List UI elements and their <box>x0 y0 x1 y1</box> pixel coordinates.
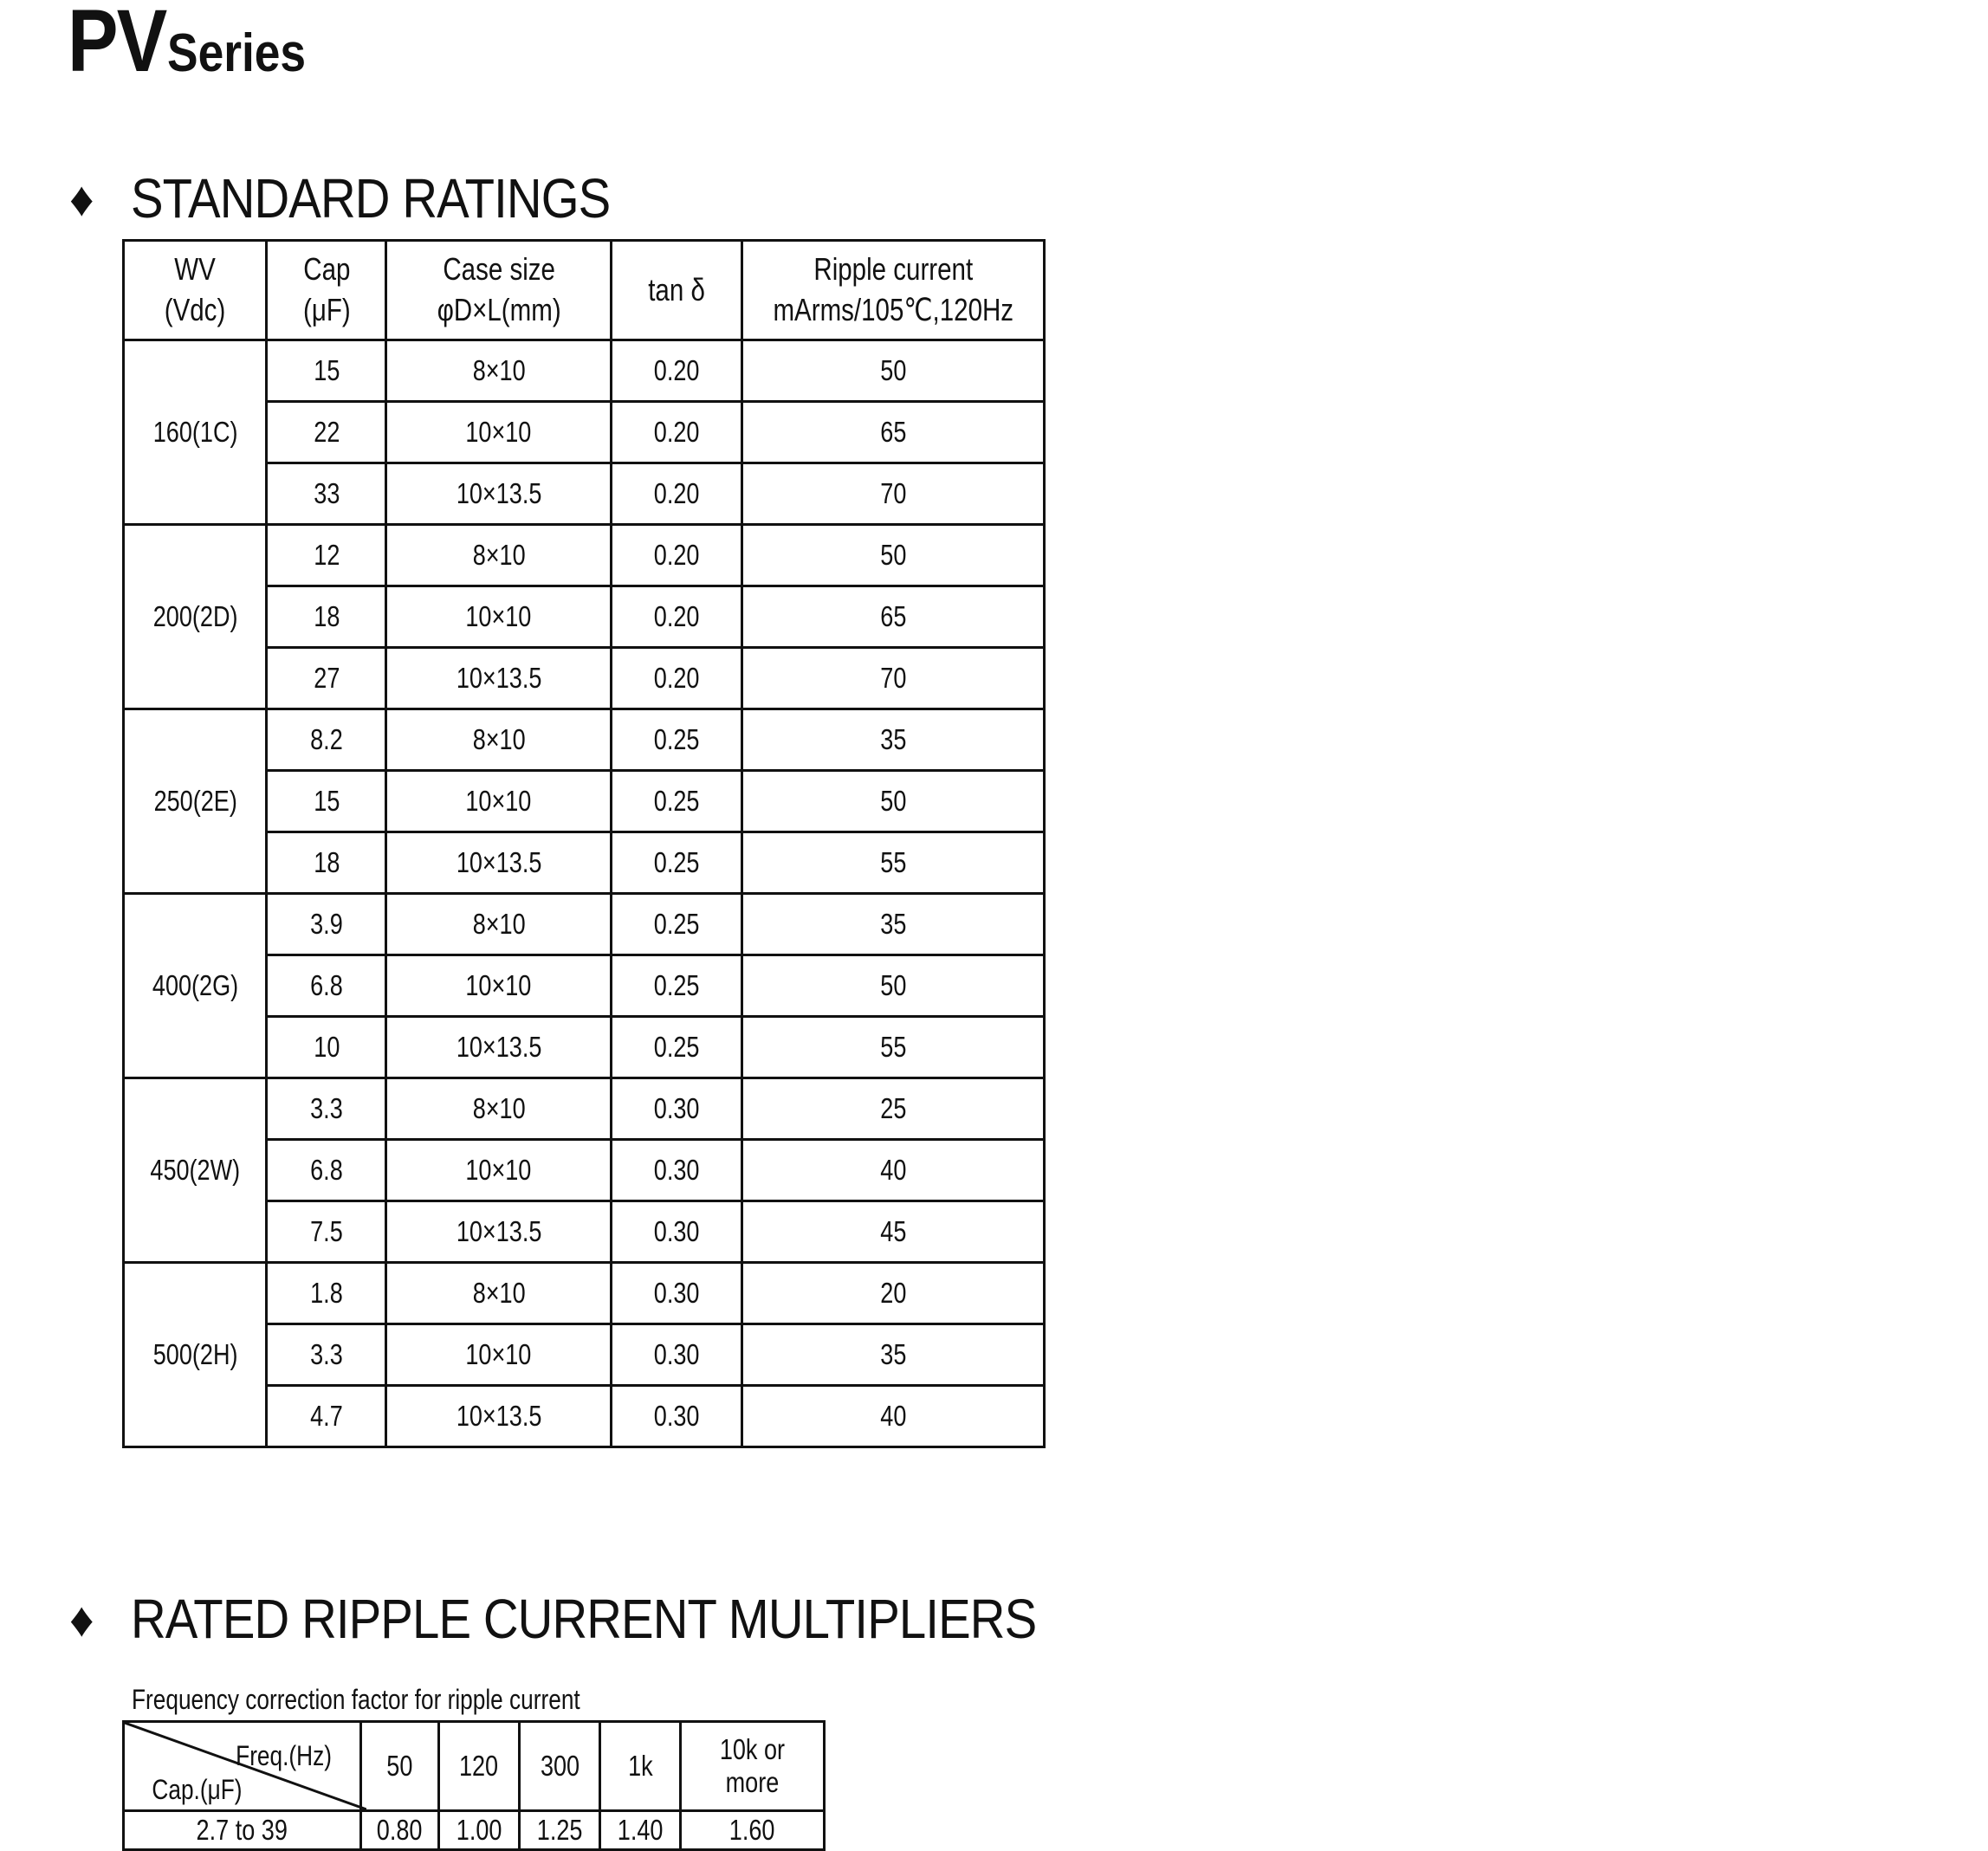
ripple-cell: 55 <box>742 832 1045 894</box>
ripple-cell: 45 <box>742 1201 1045 1263</box>
factor-cell: 1.00 <box>438 1811 519 1850</box>
case-cell: 10×10 <box>386 1140 611 1201</box>
ripple-multipliers-heading: RATED RIPPLE CURRENT MULTIPLIERS <box>131 1588 1037 1650</box>
tan-cell: 0.25 <box>611 771 741 832</box>
cap-cell: 6.8 <box>267 955 386 1017</box>
factor-cell: 1.60 <box>681 1811 825 1850</box>
table-row <box>124 894 1045 955</box>
ripple-cell: 20 <box>742 1263 1045 1324</box>
diamond-bullet-icon: ♦ <box>69 1591 94 1647</box>
ratings-body <box>124 340 1045 1447</box>
cap-cell: 15 <box>267 771 386 832</box>
tan-cell: 0.30 <box>611 1324 741 1386</box>
cap-cell: 15 <box>267 340 386 402</box>
cap-cell: 6.8 <box>267 1140 386 1201</box>
tan-cell: 0.30 <box>611 1078 741 1140</box>
standard-ratings-heading: STANDARD RATINGS <box>131 167 611 230</box>
wv-cell: 450(2W) <box>124 1078 267 1263</box>
freq-header-cell: 10k or more <box>681 1722 825 1811</box>
ripple-cell: 55 <box>742 1017 1045 1078</box>
case-cell: 8×10 <box>386 340 611 402</box>
ripple-cell: 25 <box>742 1078 1045 1140</box>
tan-cell: 0.20 <box>611 586 741 648</box>
diamond-bullet-icon: ♦ <box>69 171 94 226</box>
freq-header-cell: 300 <box>520 1722 600 1811</box>
wv-cell: 400(2G) <box>124 894 267 1078</box>
cap-axis-label: Cap.(μF) <box>152 1774 243 1805</box>
header-case-size: Case size φD×L(mm) <box>386 241 611 340</box>
table-row <box>124 525 1045 586</box>
cap-cell: 3.3 <box>267 1324 386 1386</box>
table-row <box>124 340 1045 402</box>
standard-ratings-table <box>122 239 1046 1448</box>
cap-range-cell: 2.7 to 39 <box>124 1811 361 1850</box>
case-cell: 10×10 <box>386 1324 611 1386</box>
tan-cell: 0.30 <box>611 1140 741 1201</box>
case-cell: 10×10 <box>386 955 611 1017</box>
diagonal-corner-cell <box>124 1722 361 1811</box>
freq-header-cell: 120 <box>438 1722 519 1811</box>
cap-cell: 22 <box>267 402 386 463</box>
standard-ratings-section <box>69 166 676 230</box>
table-row <box>124 1078 1045 1140</box>
series-name: PV <box>68 0 166 90</box>
freq-header-cell: 1k <box>600 1722 681 1811</box>
case-cell: 10×10 <box>386 402 611 463</box>
tan-cell: 0.25 <box>611 1017 741 1078</box>
factor-cell: 1.25 <box>520 1811 600 1850</box>
cap-cell: 1.8 <box>267 1263 386 1324</box>
ripple-cell: 70 <box>742 648 1045 709</box>
case-cell: 8×10 <box>386 709 611 771</box>
cap-cell: 27 <box>267 648 386 709</box>
ripple-cell: 50 <box>742 525 1045 586</box>
cap-cell: 8.2 <box>267 709 386 771</box>
cap-cell: 18 <box>267 586 386 648</box>
cap-cell: 3.3 <box>267 1078 386 1140</box>
cap-cell: 4.7 <box>267 1386 386 1447</box>
ripple-cell: 40 <box>742 1386 1045 1447</box>
header-cap: Cap (μF) <box>267 241 386 340</box>
wv-cell: 160(1C) <box>124 340 267 525</box>
tan-cell: 0.20 <box>611 340 741 402</box>
series-suffix: Series <box>166 23 306 83</box>
page-title <box>68 0 328 90</box>
ripple-cell: 50 <box>742 340 1045 402</box>
tan-cell: 0.20 <box>611 463 741 525</box>
ripple-cell: 70 <box>742 463 1045 525</box>
cap-cell: 12 <box>267 525 386 586</box>
multiplier-note: Frequency correction factor for ripple current <box>132 1684 580 1715</box>
case-cell: 10×13.5 <box>386 832 611 894</box>
tan-cell: 0.20 <box>611 648 741 709</box>
cap-cell: 7.5 <box>267 1201 386 1263</box>
tan-cell: 0.30 <box>611 1386 741 1447</box>
wv-cell: 250(2E) <box>124 709 267 894</box>
case-cell: 10×13.5 <box>386 1201 611 1263</box>
factor-cell: 1.40 <box>600 1811 681 1850</box>
wv-cell: 500(2H) <box>124 1263 267 1447</box>
case-cell: 8×10 <box>386 1078 611 1140</box>
cap-cell: 3.9 <box>267 894 386 955</box>
ripple-cell: 40 <box>742 1140 1045 1201</box>
tan-cell: 0.20 <box>611 402 741 463</box>
cap-cell: 10 <box>267 1017 386 1078</box>
factor-cell: 0.80 <box>360 1811 438 1850</box>
cap-cell: 18 <box>267 832 386 894</box>
ripple-cell: 50 <box>742 771 1045 832</box>
freq-header-cell: 50 <box>360 1722 438 1811</box>
ripple-cell: 65 <box>742 586 1045 648</box>
header-tan-delta: tan δ <box>611 241 741 340</box>
tan-cell: 0.20 <box>611 525 741 586</box>
table-row <box>124 709 1045 771</box>
freq-axis-label: Freq.(Hz) <box>235 1740 332 1771</box>
case-cell: 10×13.5 <box>386 1017 611 1078</box>
ripple-multipliers-section <box>69 1587 1160 1651</box>
ripple-cell: 35 <box>742 1324 1045 1386</box>
ripple-cell: 35 <box>742 894 1045 955</box>
multiplier-row <box>124 1811 825 1850</box>
wv-cell: 200(2D) <box>124 525 267 709</box>
case-cell: 8×10 <box>386 1263 611 1324</box>
case-cell: 10×13.5 <box>386 1386 611 1447</box>
case-cell: 10×13.5 <box>386 463 611 525</box>
case-cell: 8×10 <box>386 525 611 586</box>
table-row <box>124 1263 1045 1324</box>
ripple-multiplier-table <box>122 1720 826 1851</box>
tan-cell: 0.30 <box>611 1201 741 1263</box>
tan-cell: 0.25 <box>611 832 741 894</box>
case-cell: 10×13.5 <box>386 648 611 709</box>
case-cell: 8×10 <box>386 894 611 955</box>
tan-cell: 0.25 <box>611 955 741 1017</box>
ripple-cell: 65 <box>742 402 1045 463</box>
header-wv: WV (Vdc) <box>124 241 267 340</box>
ripple-cell: 35 <box>742 709 1045 771</box>
tan-cell: 0.25 <box>611 894 741 955</box>
cap-cell: 33 <box>267 463 386 525</box>
case-cell: 10×10 <box>386 586 611 648</box>
tan-cell: 0.25 <box>611 709 741 771</box>
header-ripple-current: Ripple current mArms/105℃,120Hz <box>742 241 1045 340</box>
case-cell: 10×10 <box>386 771 611 832</box>
tan-cell: 0.30 <box>611 1263 741 1324</box>
ratings-header-row <box>124 241 1045 340</box>
multiplier-header-row <box>124 1722 825 1811</box>
ripple-cell: 50 <box>742 955 1045 1017</box>
